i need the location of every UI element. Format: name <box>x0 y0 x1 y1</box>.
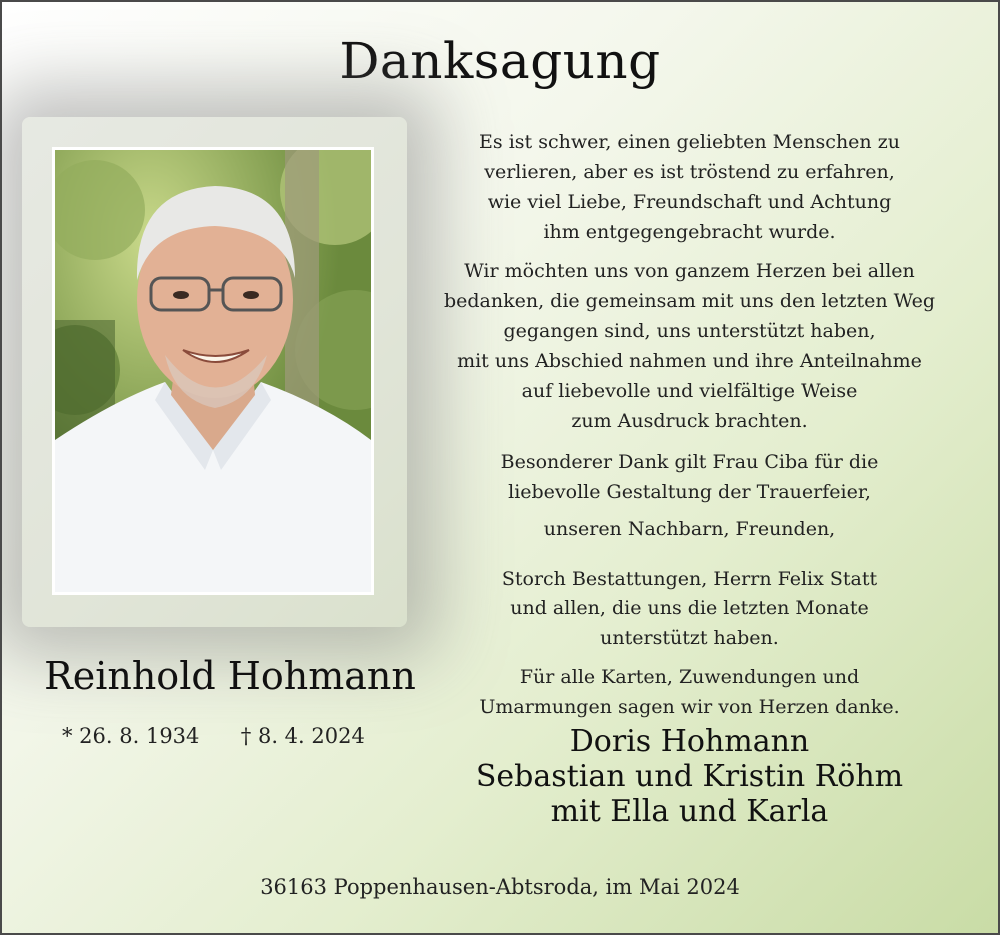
signer-line: Sebastian und Kristin Röhm <box>475 759 904 794</box>
life-dates <box>62 724 365 748</box>
text-line: Es ist schwer, einen geliebten Menschen zu <box>479 131 900 153</box>
text-line: auf liebevolle und vielfältige Weise <box>521 380 858 402</box>
text-line: Für alle Karten, Zuwendungen und <box>519 666 860 688</box>
text-line: Umarmungen sagen wir von Herzen danke. <box>479 696 900 718</box>
text-line: wie viel Liebe, Freundschaft und Achtung <box>487 191 892 213</box>
text-line: ihm entgegengebracht wurde. <box>543 221 836 243</box>
text-line: Besonderer Dank gilt Frau Ciba für die <box>500 451 879 473</box>
message-paragraph-4: unseren Nachbarn, Freunden, <box>543 518 836 540</box>
message-paragraph-1 <box>412 127 967 247</box>
signers-block <box>412 724 967 829</box>
text-line: zum Ausdruck brachten. <box>571 410 808 432</box>
text-line: Wir möchten uns von ganzem Herzen bei allen <box>464 260 915 282</box>
text-line: mit uns Abschied nahmen und ihre Anteilnahme <box>457 350 922 372</box>
signer-line: Doris Hohmann <box>569 724 810 759</box>
deceased-name: Reinhold Hohmann <box>44 654 416 698</box>
text-line: und allen, die uns die letzten Monate <box>510 597 869 619</box>
death-date: † 8. 4. 2024 <box>240 724 365 748</box>
message-paragraph-6 <box>412 593 967 653</box>
message-paragraph-2 <box>412 256 967 436</box>
portrait-illustration <box>55 150 371 592</box>
portrait-photo <box>52 147 374 595</box>
signer-line: mit Ella und Karla <box>550 794 829 829</box>
text-line: unterstützt haben. <box>600 627 779 649</box>
message-paragraph-3 <box>412 447 967 507</box>
message-paragraph-5: Storch Bestattungen, Herrn Felix Statt <box>501 568 878 590</box>
place-date-footer: 36163 Poppenhausen-Abtsroda, im Mai 2024 <box>260 875 740 899</box>
text-line: verlieren, aber es ist tröstend zu erfahren, <box>484 161 895 183</box>
text-line: liebevolle Gestaltung der Trauerfeier, <box>508 481 871 503</box>
message-paragraph-7 <box>412 662 967 722</box>
birth-date: * 26. 8. 1934 <box>62 724 200 748</box>
text-line: gegangen sind, uns unterstützt haben, <box>503 320 876 342</box>
page-title: Danksagung <box>339 32 661 90</box>
text-line: bedanken, die gemeinsam mit uns den letzten Weg <box>443 290 936 312</box>
